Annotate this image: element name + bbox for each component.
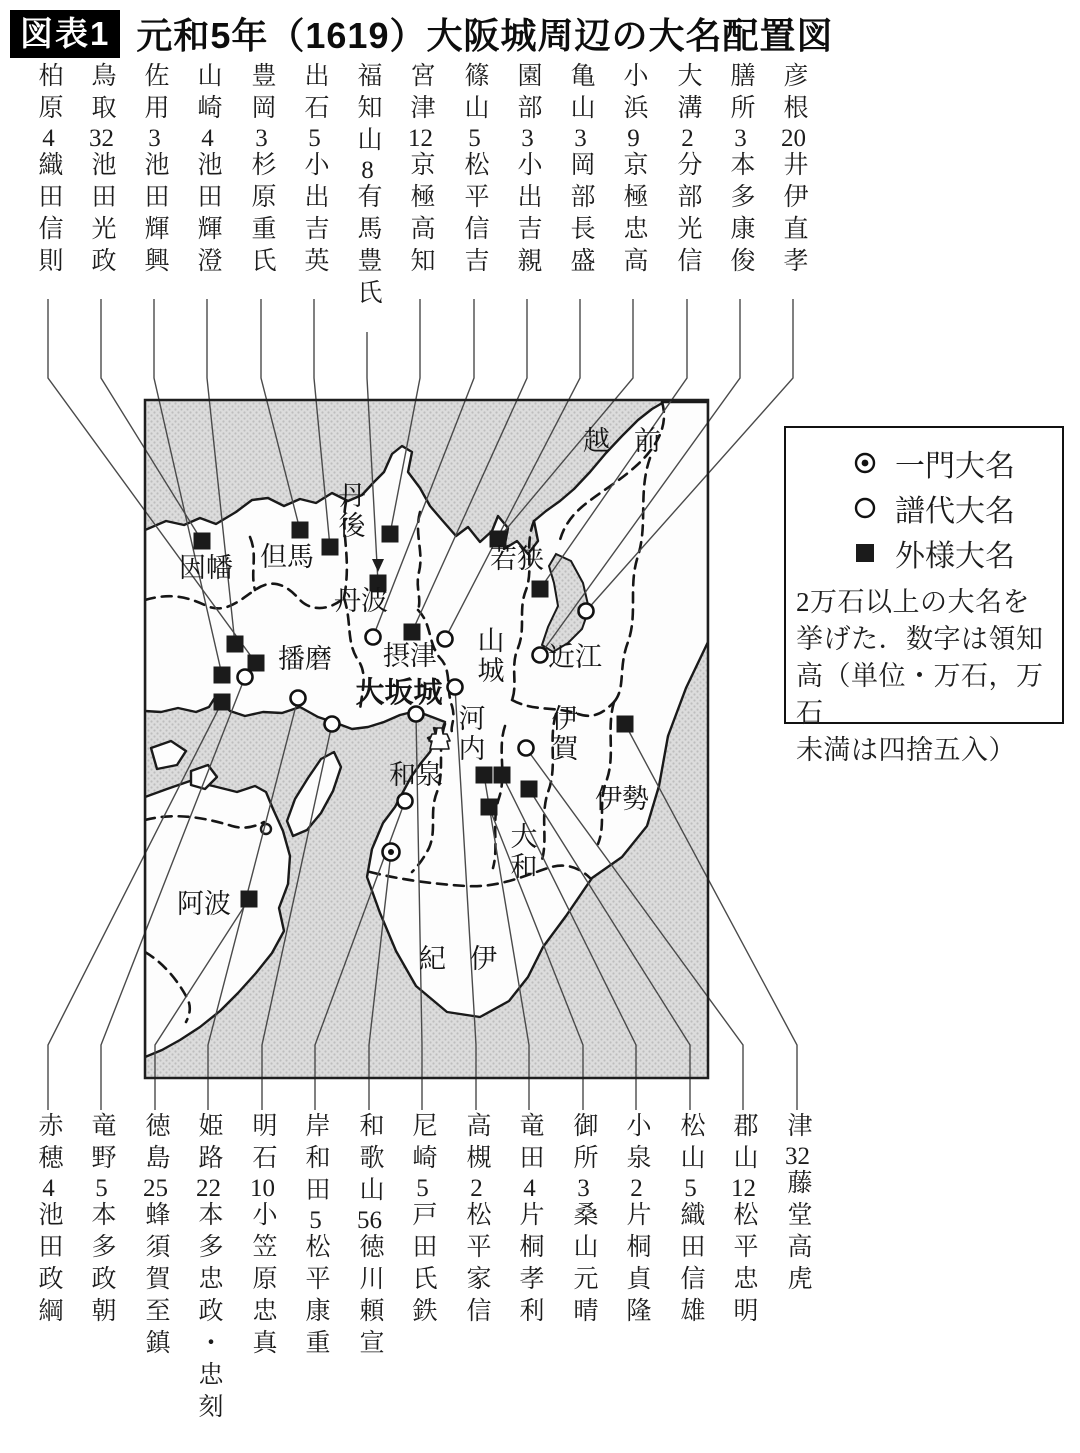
daimyo-name: 徳川頼宣 <box>356 1233 383 1361</box>
top-daimyo-label-13 <box>84 62 118 279</box>
daimyo-name: 京極高知 <box>407 151 434 279</box>
top-daimyo-label-1 <box>723 62 757 279</box>
province-label: 摂津 <box>383 641 437 671</box>
province-label: 若狭 <box>490 544 544 574</box>
fief-name: 竜野 <box>88 1112 115 1176</box>
tozama-marker-icon <box>214 694 231 711</box>
tozama-marker-icon <box>404 624 421 641</box>
legend-note-line: 高（単位・万石，万石 <box>796 661 1044 728</box>
daimyo-name: 片桐孝利 <box>516 1201 543 1329</box>
fief-name: 徳島 <box>142 1112 169 1176</box>
province-label: 丹波 <box>334 586 388 616</box>
province-label: 紀伊 <box>419 944 521 974</box>
koku-value: 20 <box>781 126 806 151</box>
tozama-marker-icon <box>382 526 399 543</box>
koku-value: 4 <box>42 1176 55 1201</box>
province-label: 伊勢 <box>595 784 649 814</box>
legend-note-line: 未満は四捨五入） <box>796 735 1016 765</box>
daimyo-name: 有馬豊氏 <box>354 183 381 311</box>
fudai-marker-icon <box>325 717 340 732</box>
fief-name: 山崎 <box>194 62 221 126</box>
tozama-marker-icon <box>241 891 258 908</box>
province-label: 河内 <box>458 704 486 764</box>
fudai-marker-icon <box>398 794 413 809</box>
top-daimyo-label-0 <box>776 62 810 279</box>
province-label: 播磨 <box>278 644 332 674</box>
tozama-marker-icon <box>227 636 244 653</box>
bottom-daimyo-label-4 <box>566 1112 600 1329</box>
legend-item-ichimon <box>796 440 1054 485</box>
tozama-marker-icon <box>292 522 309 539</box>
daimyo-name: 池田光政 <box>88 151 115 279</box>
tozama-marker-icon <box>194 533 211 550</box>
bottom-daimyo-label-3 <box>619 1112 653 1329</box>
province-label: 大坂城 <box>355 677 443 709</box>
daimyo-name: 織田信雄 <box>677 1201 704 1329</box>
fudai-marker-icon <box>291 691 306 706</box>
koku-value: 12 <box>731 1176 756 1201</box>
top-daimyo-label-6 <box>457 62 491 279</box>
fief-name: 松山 <box>677 1112 704 1176</box>
bottom-daimyo-label-7 <box>405 1112 439 1329</box>
koku-value: 5 <box>95 1176 108 1201</box>
fief-name: 宮津 <box>407 62 434 126</box>
tozama-marker-icon <box>494 767 511 784</box>
province-label: 伊賀 <box>551 704 579 764</box>
bottom-daimyo-label-1 <box>726 1112 760 1329</box>
daimyo-name: 本多康俊 <box>727 151 754 279</box>
province-label: 阿波 <box>177 889 231 919</box>
daimyo-name: 蜂須賀至鎮 <box>142 1201 169 1361</box>
fief-name: 彦根 <box>780 62 807 126</box>
province-label: 越前 <box>583 426 685 456</box>
daimyo-name: 小出吉親 <box>514 151 541 279</box>
fudai-marker-icon <box>238 670 253 685</box>
tozama-daimyo-icon <box>852 540 878 566</box>
fief-name: 鳥取 <box>88 62 115 126</box>
bottom-daimyo-label-6 <box>459 1112 493 1329</box>
tozama-marker-icon <box>617 716 634 733</box>
fief-name: 大溝 <box>674 62 701 126</box>
daimyo-name: 杉原重氏 <box>248 151 275 279</box>
koku-value: 5 <box>684 1176 697 1201</box>
koku-value: 22 <box>196 1176 221 1201</box>
ichimon-marker-dot <box>388 849 394 855</box>
fief-name: 竜田 <box>516 1112 543 1176</box>
koku-value: 4 <box>42 126 55 151</box>
figure-title-text: 元和5年（1619）大阪城周辺の大名配置図 <box>136 15 834 56</box>
fief-name: 柏原 <box>35 62 62 126</box>
koku-value: 32 <box>785 1144 810 1169</box>
fudai-daimyo-icon <box>852 495 878 521</box>
ichimon-daimyo-icon <box>852 450 878 476</box>
top-daimyo-label-14 <box>31 62 65 279</box>
fief-name: 亀山 <box>567 62 594 126</box>
tozama-marker-icon <box>214 667 231 684</box>
bottom-daimyo-label-8 <box>352 1112 386 1361</box>
bottom-daimyo-label-13 <box>84 1112 118 1329</box>
fief-name: 高槻 <box>463 1112 490 1176</box>
daimyo-name: 本多政朝 <box>88 1201 115 1329</box>
legend-label: 譜代大名 <box>895 494 1015 528</box>
fief-name: 姫路 <box>195 1112 222 1176</box>
legend-label: 一門大名 <box>895 449 1015 483</box>
koku-value: 9 <box>627 126 640 151</box>
top-daimyo-label-4 <box>563 62 597 279</box>
koku-value: 32 <box>89 126 114 151</box>
daimyo-name: 織田信則 <box>35 151 62 279</box>
koku-value: 25 <box>143 1176 168 1201</box>
bottom-daimyo-label-9 <box>298 1112 332 1361</box>
top-daimyo-label-11 <box>190 62 224 279</box>
top-daimyo-label-5 <box>510 62 544 279</box>
koku-value: 2 <box>630 1176 643 1201</box>
province-label: 近江 <box>548 642 602 672</box>
koku-value: 10 <box>250 1176 275 1201</box>
koku-value: 56 <box>357 1208 382 1233</box>
province-label: 山城 <box>477 626 505 686</box>
daimyo-name: 小笠原忠真 <box>249 1201 276 1361</box>
legend-item-tozama <box>796 530 1054 575</box>
fief-name: 岸和田 <box>302 1112 329 1208</box>
koku-value: 8 <box>361 158 374 183</box>
legend-box <box>784 426 1064 765</box>
koku-value: 5 <box>308 126 321 151</box>
fief-name: 佐用 <box>141 62 168 126</box>
daimyo-name: 松平信吉 <box>461 151 488 279</box>
koku-value: 3 <box>521 126 534 151</box>
fief-name: 和歌山 <box>356 1112 383 1208</box>
daimyo-name: 松平家信 <box>463 1201 490 1329</box>
koku-value: 2 <box>681 126 694 151</box>
fief-name: 小泉 <box>623 1112 650 1176</box>
legend-item-fudai <box>796 485 1054 530</box>
fief-name: 園部 <box>514 62 541 126</box>
tozama-marker-icon <box>532 581 549 598</box>
koku-value: 5 <box>468 126 481 151</box>
fudai-marker-icon <box>366 630 381 645</box>
legend-label: 外様大名 <box>895 539 1015 573</box>
province-label: 但馬 <box>260 542 314 572</box>
top-daimyo-label-10 <box>244 62 278 279</box>
figure-number-badge: 図表1 <box>10 10 120 58</box>
bottom-daimyo-label-5 <box>512 1112 546 1329</box>
bottom-daimyo-label-10 <box>245 1112 279 1361</box>
koku-value: 3 <box>574 126 587 151</box>
koku-value: 2 <box>470 1176 483 1201</box>
daimyo-name: 井伊直孝 <box>780 151 807 279</box>
fudai-marker-icon <box>533 648 548 663</box>
fief-name: 尼崎 <box>409 1112 436 1176</box>
fief-name: 明石 <box>249 1112 276 1176</box>
top-daimyo-label-3 <box>616 62 650 279</box>
province-label: 和泉 <box>389 760 443 790</box>
top-daimyo-label-7 <box>403 62 437 279</box>
koku-value: 4 <box>523 1176 536 1201</box>
koku-value: 3 <box>577 1176 590 1201</box>
fudai-marker-icon <box>579 604 594 619</box>
province-label: 丹後 <box>338 481 366 541</box>
fudai-marker-icon <box>519 741 534 756</box>
top-daimyo-label-2 <box>670 62 704 279</box>
fief-name: 御所 <box>570 1112 597 1176</box>
koku-value: 3 <box>734 126 747 151</box>
daimyo-name: 池田輝澄 <box>194 151 221 279</box>
fief-name: 小浜 <box>620 62 647 126</box>
legend-note <box>796 584 1054 769</box>
daimyo-name: 小出吉英 <box>301 151 328 279</box>
koku-value: 5 <box>416 1176 429 1201</box>
daimyo-name: 池田輝興 <box>141 151 168 279</box>
bottom-daimyo-label-12 <box>138 1112 172 1361</box>
top-daimyo-label-12 <box>137 62 171 279</box>
legend-note-line: 2万石以上の大名を <box>796 587 1030 617</box>
daimyo-name: 京極忠高 <box>620 151 647 279</box>
daimyo-name: 松平康重 <box>302 1233 329 1361</box>
daimyo-name: 松平忠明 <box>730 1201 757 1329</box>
daimyo-name: 戸田氏鉄 <box>409 1201 436 1329</box>
fudai-marker-icon <box>448 680 463 695</box>
fief-name: 郡山 <box>730 1112 757 1176</box>
bottom-daimyo-label-11 <box>191 1112 225 1425</box>
bottom-daimyo-label-14 <box>31 1112 65 1329</box>
fief-name: 出石 <box>301 62 328 126</box>
bottom-daimyo-label-0 <box>780 1112 814 1297</box>
daimyo-name: 本多忠政・忠刻 <box>195 1201 222 1425</box>
top-daimyo-label-8 <box>350 62 384 311</box>
daimyo-name: 桑山元晴 <box>570 1201 597 1329</box>
tozama-marker-icon <box>476 767 493 784</box>
koku-value: 12 <box>408 126 433 151</box>
daimyo-name: 分部光信 <box>674 151 701 279</box>
daimyo-name: 藤堂高虎 <box>784 1169 811 1297</box>
province-label: 大和 <box>510 822 538 882</box>
koku-value: 3 <box>148 126 161 151</box>
tozama-marker-icon <box>521 781 538 798</box>
daimyo-name: 岡部長盛 <box>567 151 594 279</box>
koku-value: 4 <box>201 126 214 151</box>
fief-name: 赤穂 <box>35 1112 62 1176</box>
fief-name: 膳所 <box>727 62 754 126</box>
fief-name: 篠山 <box>461 62 488 126</box>
fief-name: 津 <box>784 1112 811 1144</box>
tozama-marker-icon <box>322 539 339 556</box>
daimyo-name: 片桐貞隆 <box>623 1201 650 1329</box>
koku-value: 5 <box>309 1208 322 1233</box>
koku-value: 3 <box>255 126 268 151</box>
daimyo-name: 池田政綱 <box>35 1201 62 1329</box>
tozama-marker-icon <box>248 655 265 672</box>
bottom-daimyo-label-2 <box>673 1112 707 1329</box>
legend-note-line: 挙げた．数字は領知 <box>796 624 1044 654</box>
tozama-marker-icon <box>481 799 498 816</box>
fief-name: 福知山 <box>354 62 381 158</box>
fief-name: 豊岡 <box>248 62 275 126</box>
top-daimyo-label-9 <box>297 62 331 279</box>
province-label: 因幡 <box>179 553 233 583</box>
fudai-marker-icon <box>438 632 453 647</box>
